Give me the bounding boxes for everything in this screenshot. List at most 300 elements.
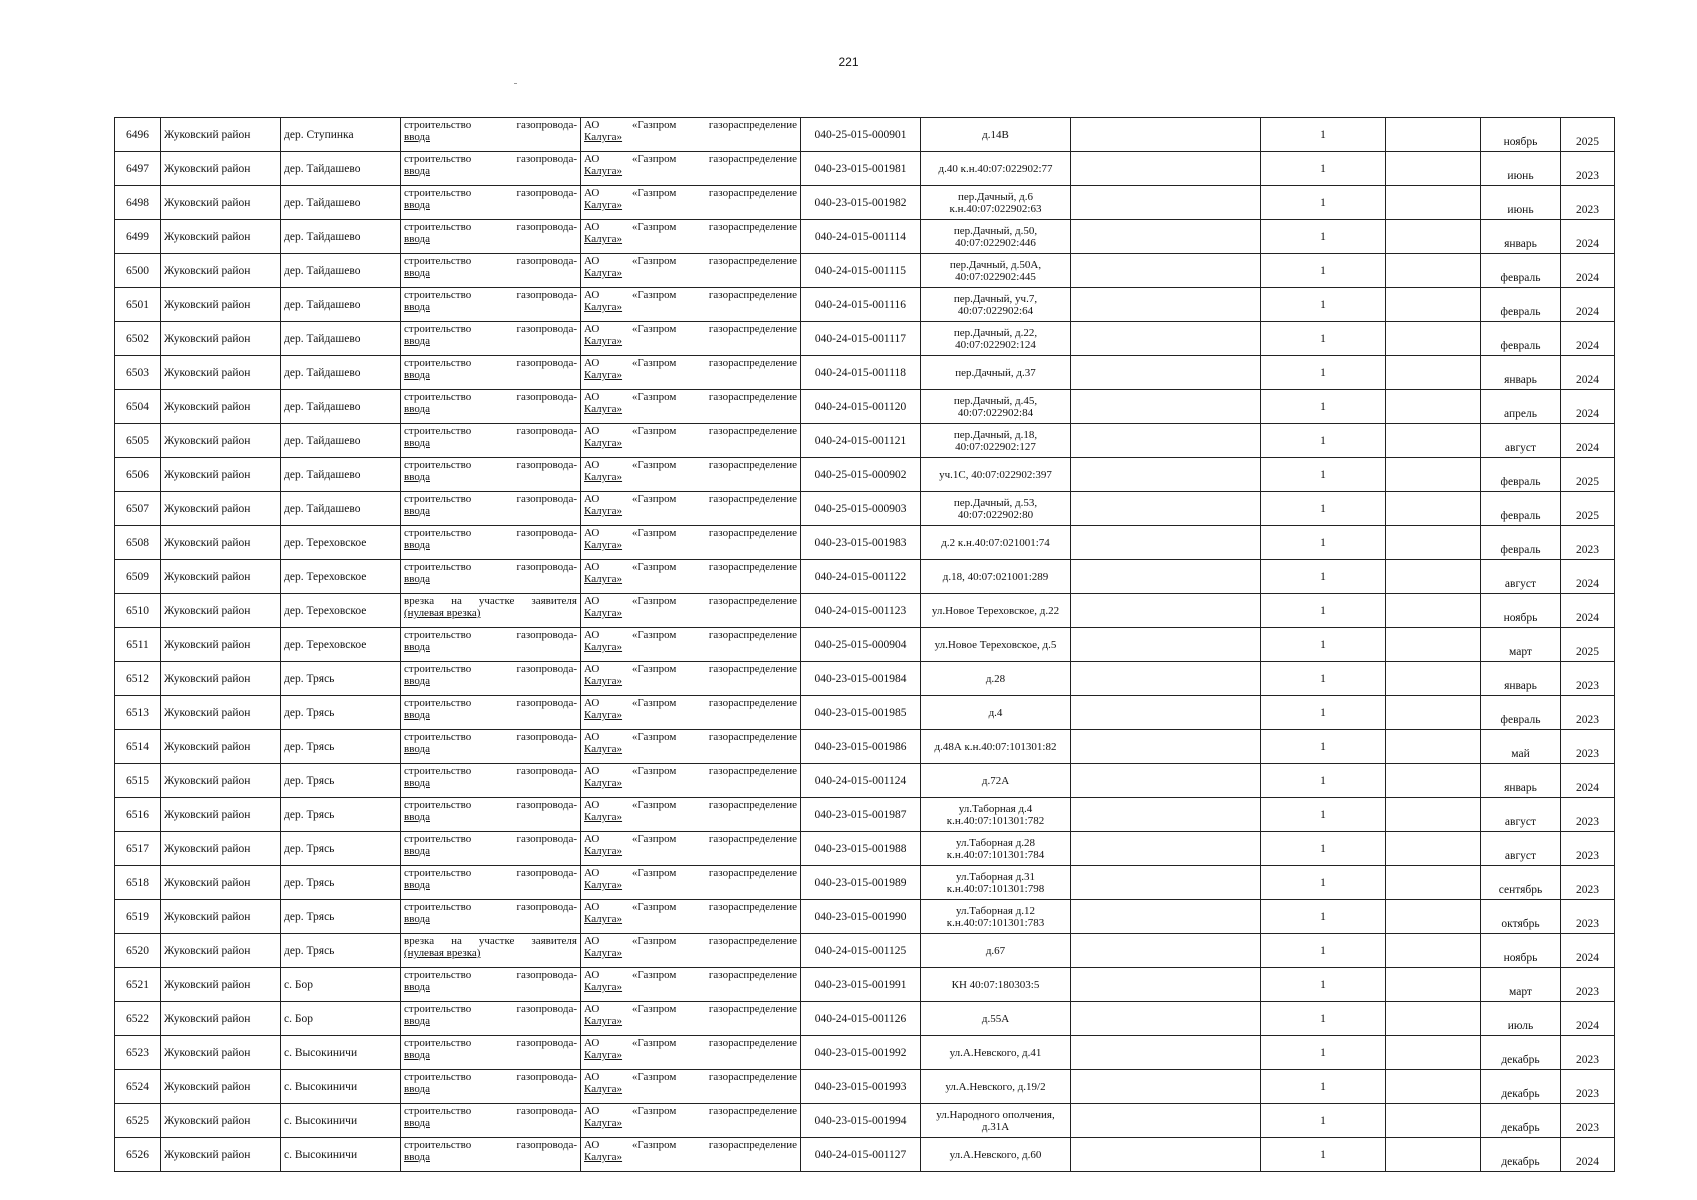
scan-speck	[514, 83, 517, 84]
locality-cell: дер. Тайдашево	[281, 186, 401, 220]
empty-cell-a	[1071, 560, 1261, 594]
organization-cell-line2: Калуга»	[584, 1015, 623, 1027]
organization-cell-line2: Калуга»	[584, 505, 623, 517]
work-type-cell-line1: строительство газопровода-	[404, 901, 577, 913]
work-type-cell-line1: строительство газопровода-	[404, 663, 577, 675]
locality-cell: дер. Тайдашево	[281, 288, 401, 322]
district-cell: Жуковский район	[161, 288, 281, 322]
work-type-cell-line2: ввода	[404, 403, 430, 415]
request-code-cell: 040-24-015-001116	[801, 288, 921, 322]
work-type-cell	[401, 322, 581, 356]
address-cell: уч.1С, 40:07:022902:397	[921, 458, 1071, 492]
quantity-cell: 1	[1261, 288, 1386, 322]
work-type-cell-line2: ввода	[404, 539, 430, 551]
request-code-cell: 040-25-015-000904	[801, 628, 921, 662]
organization-cell-line1: АО «Газпром газораспределение	[584, 119, 797, 131]
district-cell: Жуковский район	[161, 628, 281, 662]
locality-cell: дер. Тайдашево	[281, 322, 401, 356]
organization-cell	[581, 458, 801, 492]
address-cell: ул.А.Невского, д.41	[921, 1036, 1071, 1070]
locality-cell: дер. Тайдашево	[281, 424, 401, 458]
row-number-cell: 6525	[115, 1104, 161, 1138]
empty-cell-b	[1386, 968, 1481, 1002]
district-cell: Жуковский район	[161, 322, 281, 356]
month-cell: ноябрь	[1481, 594, 1561, 628]
request-code-cell: 040-23-015-001981	[801, 152, 921, 186]
quantity-cell: 1	[1261, 458, 1386, 492]
empty-cell-a	[1071, 764, 1261, 798]
empty-cell-a	[1071, 1036, 1261, 1070]
address-cell: ул.А.Невского, д.19/2	[921, 1070, 1071, 1104]
request-code-cell: 040-25-015-000903	[801, 492, 921, 526]
month-cell: февраль	[1481, 526, 1561, 560]
organization-cell	[581, 220, 801, 254]
table-row	[115, 526, 1615, 560]
organization-cell-line1: АО «Газпром газораспределение	[584, 493, 797, 505]
empty-cell-b	[1386, 186, 1481, 220]
request-code-cell: 040-23-015-001986	[801, 730, 921, 764]
work-type-cell-line2: ввода	[404, 369, 430, 381]
year-cell: 2025	[1561, 118, 1615, 152]
table-body	[115, 118, 1615, 1172]
empty-cell-b	[1386, 356, 1481, 390]
work-type-cell-line1: строительство газопровода-	[404, 697, 577, 709]
work-type-cell-line2: ввода	[404, 233, 430, 245]
year-cell: 2024	[1561, 254, 1615, 288]
empty-cell-b	[1386, 254, 1481, 288]
work-type-cell-line2: ввода	[404, 811, 430, 823]
table-row	[115, 220, 1615, 254]
empty-cell-b	[1386, 832, 1481, 866]
year-cell: 2024	[1561, 594, 1615, 628]
organization-cell	[581, 662, 801, 696]
empty-cell-b	[1386, 662, 1481, 696]
organization-cell-line1: АО «Газпром газораспределение	[584, 969, 797, 981]
organization-cell-line1: АО «Газпром газораспределение	[584, 255, 797, 267]
organization-cell-line1: АО «Газпром газораспределение	[584, 1037, 797, 1049]
table-row	[115, 1104, 1615, 1138]
request-code-cell: 040-25-015-000902	[801, 458, 921, 492]
work-type-cell-line1: строительство газопровода-	[404, 527, 577, 539]
row-number-cell: 6497	[115, 152, 161, 186]
year-cell: 2023	[1561, 696, 1615, 730]
organization-cell-line1: АО «Газпром газораспределение	[584, 1139, 797, 1151]
row-number-cell: 6514	[115, 730, 161, 764]
request-code-cell: 040-25-015-000901	[801, 118, 921, 152]
organization-cell-line2: Калуга»	[584, 1049, 623, 1061]
month-cell: январь	[1481, 662, 1561, 696]
empty-cell-a	[1071, 1138, 1261, 1172]
month-cell: февраль	[1481, 458, 1561, 492]
year-cell: 2024	[1561, 390, 1615, 424]
address-cell: пер.Дачный, д.6 к.н.40:07:022902:63	[921, 186, 1071, 220]
address-cell: пер.Дачный, д.53, 40:07:022902:80	[921, 492, 1071, 526]
work-type-cell-line1: врезка на участке заявителя	[404, 935, 577, 947]
empty-cell-a	[1071, 628, 1261, 662]
district-cell: Жуковский район	[161, 764, 281, 798]
locality-cell: дер. Тайдашево	[281, 458, 401, 492]
address-cell: КН 40:07:180303:5	[921, 968, 1071, 1002]
empty-cell-b	[1386, 1104, 1481, 1138]
table-row	[115, 798, 1615, 832]
locality-cell: с. Высокиничи	[281, 1036, 401, 1070]
table-row	[115, 152, 1615, 186]
work-type-cell-line1: строительство газопровода-	[404, 833, 577, 845]
table-row	[115, 934, 1615, 968]
work-type-cell	[401, 390, 581, 424]
address-cell: ул.Таборная д.12 к.н.40:07:101301:783	[921, 900, 1071, 934]
organization-cell-line2: Калуга»	[584, 709, 623, 721]
work-type-cell	[401, 832, 581, 866]
month-cell: ноябрь	[1481, 934, 1561, 968]
month-cell: октябрь	[1481, 900, 1561, 934]
organization-cell	[581, 764, 801, 798]
work-type-cell-line1: строительство газопровода-	[404, 731, 577, 743]
organization-cell-line2: Калуга»	[584, 335, 623, 347]
table-row	[115, 866, 1615, 900]
address-cell: пер.Дачный, уч.7, 40:07:022902:64	[921, 288, 1071, 322]
request-code-cell: 040-24-015-001117	[801, 322, 921, 356]
organization-cell-line2: Калуга»	[584, 743, 623, 755]
work-type-cell-line2: ввода	[404, 335, 430, 347]
month-cell: февраль	[1481, 696, 1561, 730]
work-type-cell-line1: строительство газопровода-	[404, 323, 577, 335]
table-row	[115, 390, 1615, 424]
address-cell: д.18, 40:07:021001:289	[921, 560, 1071, 594]
request-code-cell: 040-23-015-001984	[801, 662, 921, 696]
empty-cell-a	[1071, 424, 1261, 458]
request-code-cell: 040-23-015-001987	[801, 798, 921, 832]
table-row	[115, 254, 1615, 288]
work-type-cell-line1: строительство газопровода-	[404, 187, 577, 199]
organization-cell-line2: Калуга»	[584, 539, 623, 551]
row-number-cell: 6517	[115, 832, 161, 866]
work-type-cell-line1: строительство газопровода-	[404, 1071, 577, 1083]
work-type-cell	[401, 730, 581, 764]
organization-cell-line2: Калуга»	[584, 233, 623, 245]
district-cell: Жуковский район	[161, 424, 281, 458]
locality-cell: дер. Трясь	[281, 662, 401, 696]
empty-cell-b	[1386, 1036, 1481, 1070]
locality-cell: дер. Трясь	[281, 934, 401, 968]
quantity-cell: 1	[1261, 968, 1386, 1002]
organization-cell-line1: АО «Газпром газораспределение	[584, 901, 797, 913]
address-cell: д.4	[921, 696, 1071, 730]
empty-cell-b	[1386, 288, 1481, 322]
organization-cell-line2: Калуга»	[584, 811, 623, 823]
table-row	[115, 458, 1615, 492]
organization-cell	[581, 356, 801, 390]
organization-cell-line2: Калуга»	[584, 913, 623, 925]
address-cell: ул.Таборная д.28 к.н.40:07:101301:784	[921, 832, 1071, 866]
year-cell: 2024	[1561, 220, 1615, 254]
quantity-cell: 1	[1261, 1036, 1386, 1070]
organization-cell-line2: Калуга»	[584, 1083, 623, 1095]
row-number-cell: 6499	[115, 220, 161, 254]
organization-cell-line1: АО «Газпром газораспределение	[584, 833, 797, 845]
organization-cell-line2: Калуга»	[584, 131, 623, 143]
work-type-cell-line2: (нулевая врезка)	[404, 947, 481, 959]
district-cell: Жуковский район	[161, 662, 281, 696]
row-number-cell: 6519	[115, 900, 161, 934]
request-code-cell: 040-24-015-001125	[801, 934, 921, 968]
empty-cell-a	[1071, 458, 1261, 492]
organization-cell-line1: АО «Газпром газораспределение	[584, 561, 797, 573]
month-cell: февраль	[1481, 322, 1561, 356]
work-type-cell-line1: строительство газопровода-	[404, 357, 577, 369]
organization-cell-line1: АО «Газпром газораспределение	[584, 391, 797, 403]
row-number-cell: 6526	[115, 1138, 161, 1172]
work-type-cell	[401, 900, 581, 934]
work-type-cell	[401, 1138, 581, 1172]
work-type-cell	[401, 118, 581, 152]
work-type-cell-line2: ввода	[404, 1049, 430, 1061]
month-cell: февраль	[1481, 254, 1561, 288]
work-type-cell-line1: строительство газопровода-	[404, 221, 577, 233]
empty-cell-b	[1386, 696, 1481, 730]
work-type-cell-line1: строительство газопровода-	[404, 425, 577, 437]
organization-cell-line1: АО «Газпром газораспределение	[584, 799, 797, 811]
empty-cell-a	[1071, 866, 1261, 900]
address-cell: д.48А к.н.40:07:101301:82	[921, 730, 1071, 764]
row-number-cell: 6496	[115, 118, 161, 152]
organization-cell-line1: АО «Газпром газораспределение	[584, 1003, 797, 1015]
organization-cell-line2: Калуга»	[584, 437, 623, 449]
year-cell: 2023	[1561, 900, 1615, 934]
empty-cell-b	[1386, 1002, 1481, 1036]
district-cell: Жуковский район	[161, 220, 281, 254]
row-number-cell: 6523	[115, 1036, 161, 1070]
district-cell: Жуковский район	[161, 1036, 281, 1070]
row-number-cell: 6500	[115, 254, 161, 288]
organization-cell-line2: Калуга»	[584, 845, 623, 857]
district-cell: Жуковский район	[161, 1070, 281, 1104]
locality-cell: дер. Трясь	[281, 730, 401, 764]
year-cell: 2024	[1561, 356, 1615, 390]
table-row	[115, 1070, 1615, 1104]
empty-cell-b	[1386, 1138, 1481, 1172]
locality-cell: дер. Ступинка	[281, 118, 401, 152]
work-type-cell-line1: строительство газопровода-	[404, 561, 577, 573]
address-cell: ул.А.Невского, д.60	[921, 1138, 1071, 1172]
organization-cell	[581, 560, 801, 594]
work-type-cell-line2: ввода	[404, 981, 430, 993]
request-code-cell: 040-23-015-001992	[801, 1036, 921, 1070]
year-cell: 2025	[1561, 458, 1615, 492]
address-cell: д.55А	[921, 1002, 1071, 1036]
row-number-cell: 6501	[115, 288, 161, 322]
work-type-cell-line2: ввода	[404, 437, 430, 449]
empty-cell-a	[1071, 526, 1261, 560]
request-code-cell: 040-24-015-001120	[801, 390, 921, 424]
address-cell: д.2 к.н.40:07:021001:74	[921, 526, 1071, 560]
work-type-cell	[401, 288, 581, 322]
organization-cell-line2: Калуга»	[584, 165, 623, 177]
year-cell: 2024	[1561, 560, 1615, 594]
empty-cell-b	[1386, 560, 1481, 594]
work-type-cell-line1: строительство газопровода-	[404, 1139, 577, 1151]
organization-cell-line1: АО «Газпром газораспределение	[584, 765, 797, 777]
request-code-cell: 040-24-015-001124	[801, 764, 921, 798]
month-cell: август	[1481, 798, 1561, 832]
request-code-cell: 040-24-015-001127	[801, 1138, 921, 1172]
organization-cell-line1: АО «Газпром газораспределение	[584, 867, 797, 879]
year-cell: 2024	[1561, 1138, 1615, 1172]
district-cell: Жуковский район	[161, 1002, 281, 1036]
work-type-cell	[401, 1036, 581, 1070]
work-type-cell-line1: строительство газопровода-	[404, 255, 577, 267]
locality-cell: дер. Тереховское	[281, 526, 401, 560]
table-row	[115, 832, 1615, 866]
year-cell: 2024	[1561, 288, 1615, 322]
address-cell: пер.Дачный, д.50А, 40:07:022902:445	[921, 254, 1071, 288]
work-type-cell-line2: ввода	[404, 743, 430, 755]
quantity-cell: 1	[1261, 934, 1386, 968]
quantity-cell: 1	[1261, 866, 1386, 900]
year-cell: 2025	[1561, 628, 1615, 662]
work-type-cell	[401, 526, 581, 560]
organization-cell-line1: АО «Газпром газораспределение	[584, 663, 797, 675]
row-number-cell: 6516	[115, 798, 161, 832]
month-cell: август	[1481, 560, 1561, 594]
year-cell: 2023	[1561, 1036, 1615, 1070]
locality-cell: дер. Тереховское	[281, 560, 401, 594]
work-type-cell-line1: строительство газопровода-	[404, 765, 577, 777]
empty-cell-b	[1386, 1070, 1481, 1104]
empty-cell-b	[1386, 798, 1481, 832]
work-type-cell-line2: ввода	[404, 777, 430, 789]
organization-cell-line2: Калуга»	[584, 471, 623, 483]
empty-cell-b	[1386, 220, 1481, 254]
locality-cell: дер. Тайдашево	[281, 152, 401, 186]
organization-cell-line2: Калуга»	[584, 1117, 623, 1129]
locality-cell: с. Бор	[281, 1002, 401, 1036]
work-type-cell	[401, 220, 581, 254]
district-cell: Жуковский район	[161, 1138, 281, 1172]
table-row	[115, 594, 1615, 628]
empty-cell-b	[1386, 594, 1481, 628]
work-type-cell-line2: ввода	[404, 1015, 430, 1027]
district-cell: Жуковский район	[161, 866, 281, 900]
year-cell: 2023	[1561, 968, 1615, 1002]
organization-cell-line2: Калуга»	[584, 267, 623, 279]
locality-cell: дер. Тайдашево	[281, 356, 401, 390]
organization-cell	[581, 118, 801, 152]
year-cell: 2023	[1561, 152, 1615, 186]
request-code-cell: 040-23-015-001989	[801, 866, 921, 900]
empty-cell-a	[1071, 288, 1261, 322]
work-type-cell-line2: ввода	[404, 505, 430, 517]
request-code-cell: 040-24-015-001122	[801, 560, 921, 594]
organization-cell	[581, 1138, 801, 1172]
organization-cell-line2: Калуга»	[584, 947, 623, 959]
work-type-cell-line2: ввода	[404, 1117, 430, 1129]
quantity-cell: 1	[1261, 628, 1386, 662]
work-type-cell	[401, 798, 581, 832]
locality-cell: дер. Трясь	[281, 900, 401, 934]
empty-cell-b	[1386, 118, 1481, 152]
district-cell: Жуковский район	[161, 356, 281, 390]
quantity-cell: 1	[1261, 1104, 1386, 1138]
quantity-cell: 1	[1261, 730, 1386, 764]
month-cell: июнь	[1481, 186, 1561, 220]
work-type-cell	[401, 662, 581, 696]
table-row	[115, 628, 1615, 662]
work-type-cell	[401, 424, 581, 458]
empty-cell-a	[1071, 798, 1261, 832]
locality-cell: дер. Трясь	[281, 764, 401, 798]
organization-cell	[581, 866, 801, 900]
work-type-cell	[401, 594, 581, 628]
organization-cell	[581, 254, 801, 288]
year-cell: 2023	[1561, 662, 1615, 696]
organization-cell-line2: Калуга»	[584, 1151, 623, 1163]
empty-cell-a	[1071, 900, 1261, 934]
work-type-cell	[401, 186, 581, 220]
empty-cell-a	[1071, 1070, 1261, 1104]
organization-cell-line1: АО «Газпром газораспределение	[584, 459, 797, 471]
organization-cell-line2: Калуга»	[584, 301, 623, 313]
row-number-cell: 6505	[115, 424, 161, 458]
work-type-cell-line1: строительство газопровода-	[404, 153, 577, 165]
empty-cell-a	[1071, 220, 1261, 254]
empty-cell-b	[1386, 900, 1481, 934]
empty-cell-a	[1071, 152, 1261, 186]
work-type-cell-line1: строительство газопровода-	[404, 799, 577, 811]
district-cell: Жуковский район	[161, 390, 281, 424]
empty-cell-a	[1071, 832, 1261, 866]
organization-cell-line1: АО «Газпром газораспределение	[584, 527, 797, 539]
organization-cell	[581, 152, 801, 186]
work-type-cell-line1: строительство газопровода-	[404, 391, 577, 403]
organization-cell	[581, 288, 801, 322]
district-cell: Жуковский район	[161, 934, 281, 968]
district-cell: Жуковский район	[161, 152, 281, 186]
address-cell: д.72А	[921, 764, 1071, 798]
row-number-cell: 6508	[115, 526, 161, 560]
row-number-cell: 6498	[115, 186, 161, 220]
request-code-cell: 040-24-015-001123	[801, 594, 921, 628]
empty-cell-a	[1071, 186, 1261, 220]
district-cell: Жуковский район	[161, 560, 281, 594]
table-row	[115, 356, 1615, 390]
work-type-cell-line2: ввода	[404, 301, 430, 313]
month-cell: январь	[1481, 764, 1561, 798]
district-cell: Жуковский район	[161, 492, 281, 526]
locality-cell: с. Высокиничи	[281, 1070, 401, 1104]
request-code-cell: 040-24-015-001126	[801, 1002, 921, 1036]
row-number-cell: 6509	[115, 560, 161, 594]
work-type-cell-line1: строительство газопровода-	[404, 119, 577, 131]
empty-cell-a	[1071, 730, 1261, 764]
year-cell: 2023	[1561, 1104, 1615, 1138]
work-type-cell-line1: строительство газопровода-	[404, 867, 577, 879]
quantity-cell: 1	[1261, 322, 1386, 356]
row-number-cell: 6503	[115, 356, 161, 390]
empty-cell-b	[1386, 424, 1481, 458]
year-cell: 2023	[1561, 186, 1615, 220]
row-number-cell: 6520	[115, 934, 161, 968]
empty-cell-a	[1071, 118, 1261, 152]
organization-cell	[581, 730, 801, 764]
work-type-cell-line2: ввода	[404, 845, 430, 857]
organization-cell-line1: АО «Газпром газораспределение	[584, 221, 797, 233]
locality-cell: дер. Тайдашево	[281, 254, 401, 288]
organization-cell	[581, 424, 801, 458]
organization-cell-line1: АО «Газпром газораспределение	[584, 595, 797, 607]
organization-cell-line2: Калуга»	[584, 199, 623, 211]
month-cell: август	[1481, 424, 1561, 458]
